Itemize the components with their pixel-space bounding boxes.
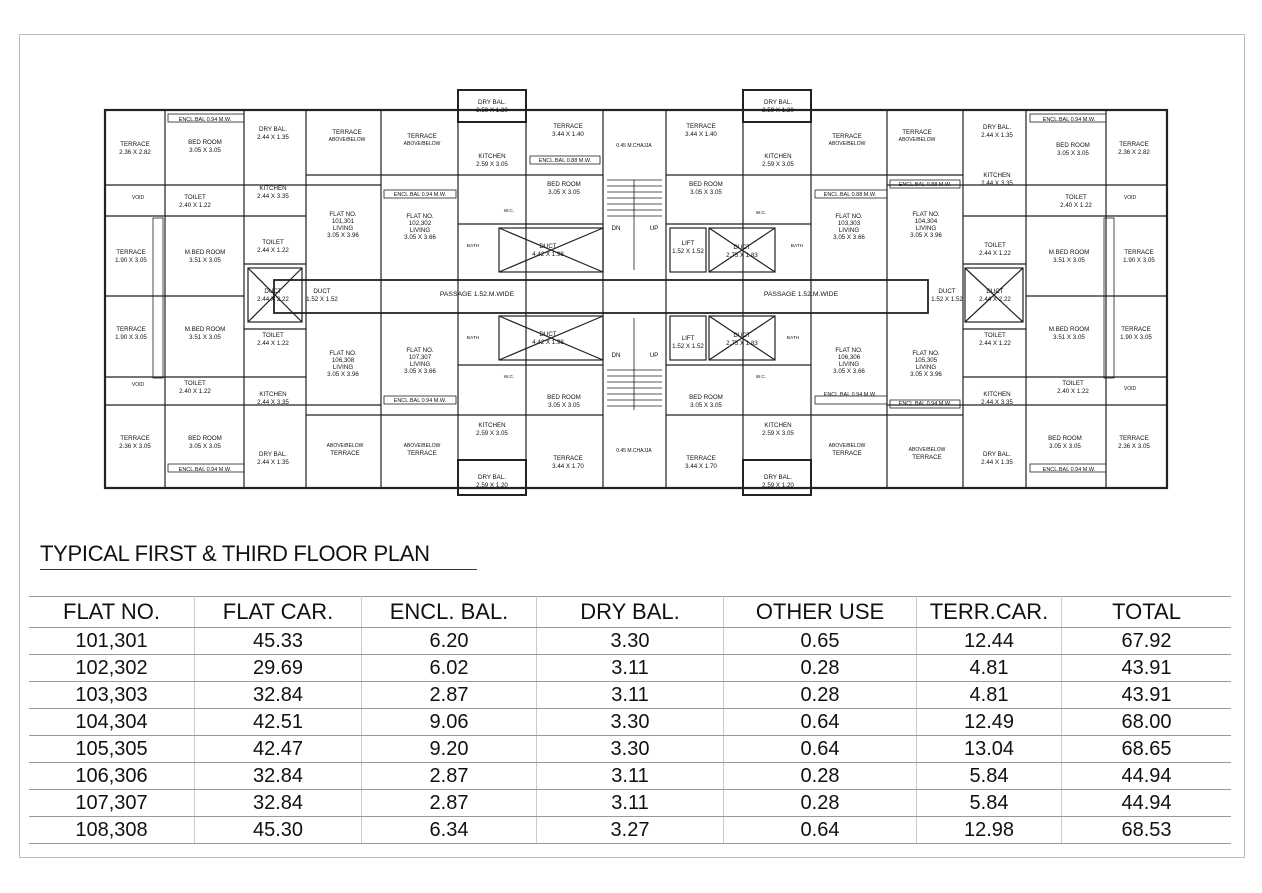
room-terrace: TERRACE xyxy=(686,455,716,462)
table-header-row xyxy=(29,597,1231,628)
cell: 3.11 xyxy=(537,682,724,709)
flat-label-room: LIVING xyxy=(332,364,354,371)
table-row xyxy=(29,790,1231,817)
room-terrace: TERRACE xyxy=(407,450,437,457)
area-table xyxy=(29,596,1231,844)
cell: 101,301 xyxy=(29,628,195,655)
flat-label-no: FLAT NO. xyxy=(912,350,940,357)
flat-label-ids: 106,308 xyxy=(331,357,355,364)
room-dim: 2.59 X 3.05 xyxy=(476,430,508,437)
room-dim: 2.44 X 1.22 xyxy=(257,340,289,347)
flat-label-no: FLAT NO. xyxy=(835,213,863,220)
room-kitchen: KITCHEN xyxy=(478,153,506,160)
cell: 0.65 xyxy=(724,628,917,655)
room-toilet: TOILET xyxy=(984,332,1006,339)
room-terrace: TERRACE xyxy=(1121,326,1151,333)
room-dim: 2.44 X 2.22 xyxy=(257,296,289,303)
cell: 0.28 xyxy=(724,682,917,709)
room-bath: BATH xyxy=(466,244,480,249)
room-void: VOID xyxy=(131,382,145,388)
flat-label-ids: 106,306 xyxy=(837,354,861,361)
room-terrace: TERRACE xyxy=(1124,249,1154,256)
room-dim: 2.75 X 1.83 xyxy=(726,252,758,259)
col-header: DRY BAL. xyxy=(537,597,724,628)
flat-label-ids: 103,303 xyxy=(837,220,861,227)
flat-label-ids: 101,301 xyxy=(331,218,355,225)
cell: 3.11 xyxy=(537,655,724,682)
flat-label-room: LIVING xyxy=(915,364,937,371)
flat-label-no: FLAT NO. xyxy=(835,347,863,354)
room-toilet: TOILET xyxy=(1065,194,1087,201)
room-terrace: TERRACE xyxy=(553,123,583,130)
cell: 0.28 xyxy=(724,790,917,817)
room-terrace: TERRACE xyxy=(116,249,146,256)
flat-label-dim: 3.05 X 3.96 xyxy=(327,371,359,378)
room-dim: 2.59 X 1.20 xyxy=(762,107,794,114)
room-dim: 2.59 X 3.05 xyxy=(762,161,794,168)
room-dim: 2.44 X 3.35 xyxy=(981,399,1013,406)
room-above-below: ABOVE/BELOW xyxy=(828,141,866,147)
room-dim: 2.36 X 2.82 xyxy=(1118,149,1150,156)
room-kitchen: KITCHEN xyxy=(259,185,287,192)
cell: 13.04 xyxy=(917,736,1062,763)
room-dim: 3.05 X 3.05 xyxy=(690,189,722,196)
cell: 106,306 xyxy=(29,763,195,790)
room-above-below: ABOVE/BELOW xyxy=(328,137,366,143)
flat-label-no: FLAT NO. xyxy=(912,211,940,218)
flat-label-no: FLAT NO. xyxy=(406,347,434,354)
room-dim: 2.36 X 3.05 xyxy=(1118,443,1150,450)
room-dim: 2.40 X 1.22 xyxy=(179,388,211,395)
room-dry-bal: DRY BAL. xyxy=(478,474,506,481)
room-kitchen: KITCHEN xyxy=(983,391,1011,398)
cell: 5.84 xyxy=(917,763,1062,790)
table-row xyxy=(29,709,1231,736)
stair-dn: DN xyxy=(611,352,621,359)
cell: 32.84 xyxy=(195,682,362,709)
encl-bal-label: ENCL.BAL 0.88 M.W. xyxy=(823,192,877,198)
room-bedroom: BED ROOM xyxy=(1048,435,1082,442)
flat-label-room: LIVING xyxy=(838,227,860,234)
cell: 12.49 xyxy=(917,709,1062,736)
table-row xyxy=(29,763,1231,790)
room-dim: 2.59 X 3.05 xyxy=(762,430,794,437)
table-row xyxy=(29,655,1231,682)
room-dim: 1.52 X 1.52 xyxy=(672,343,704,350)
cell: 105,305 xyxy=(29,736,195,763)
col-header: OTHER USE xyxy=(724,597,917,628)
room-bedroom: BED ROOM xyxy=(188,435,222,442)
room-bedroom: BED ROOM xyxy=(547,181,581,188)
encl-bal-label: ENCL.BAL 0.88 M.W. xyxy=(538,158,592,164)
flat-label-dim: 3.05 X 3.66 xyxy=(404,368,436,375)
room-terrace: TERRACE xyxy=(553,455,583,462)
room-toilet: TOILET xyxy=(1062,380,1084,387)
room-dim: 1.90 X 3.05 xyxy=(115,334,147,341)
room-toilet: TOILET xyxy=(262,332,284,339)
room-dim: 2.40 X 1.22 xyxy=(1060,202,1092,209)
room-dim: 1.90 X 3.05 xyxy=(1123,257,1155,264)
room-duct: DUCT xyxy=(539,243,557,250)
room-wc: W.C. xyxy=(755,211,767,216)
cell: 104,304 xyxy=(29,709,195,736)
room-mbedroom: M.BED ROOM xyxy=(184,249,226,256)
room-toilet: TOILET xyxy=(984,242,1006,249)
cell: 42.47 xyxy=(195,736,362,763)
flat-label-dim: 3.05 X 3.96 xyxy=(910,371,942,378)
cell: 43.91 xyxy=(1062,655,1232,682)
room-dim: 2.44 X 1.22 xyxy=(257,247,289,254)
room-wc: W.C. xyxy=(755,375,767,380)
cell: 3.11 xyxy=(537,763,724,790)
room-dim: 3.05 X 3.05 xyxy=(1057,150,1089,157)
room-bedroom: BED ROOM xyxy=(1056,142,1090,149)
flat-label-dim: 3.05 X 3.96 xyxy=(910,232,942,239)
room-bath: BATH xyxy=(790,244,804,249)
cell: 4.81 xyxy=(917,655,1062,682)
room-void: VOID xyxy=(1123,386,1137,392)
cell: 45.33 xyxy=(195,628,362,655)
room-mbedroom: M.BED ROOM xyxy=(184,326,226,333)
passage-label-right: PASSAGE 1.52.M.WIDE xyxy=(763,291,839,298)
room-dim: 3.51 X 3.05 xyxy=(189,334,221,341)
room-terrace: TERRACE xyxy=(407,133,437,140)
room-bath: BATH xyxy=(466,336,480,341)
cell: 0.64 xyxy=(724,817,917,844)
cell: 29.69 xyxy=(195,655,362,682)
flat-label-no: FLAT NO. xyxy=(329,350,357,357)
cell: 44.94 xyxy=(1062,763,1232,790)
room-dry-bal: DRY BAL. xyxy=(983,451,1011,458)
plan-title: TYPICAL FIRST & THIRD FLOOR PLAN xyxy=(40,541,477,570)
table-row xyxy=(29,817,1231,844)
room-dry-bal: DRY BAL. xyxy=(259,126,287,133)
cell: 2.87 xyxy=(362,682,537,709)
room-bedroom: BED ROOM xyxy=(689,181,723,188)
table-row xyxy=(29,682,1231,709)
cell: 6.34 xyxy=(362,817,537,844)
cell: 32.84 xyxy=(195,790,362,817)
room-dim: 3.51 X 3.05 xyxy=(189,257,221,264)
flat-label-room: LIVING xyxy=(915,225,937,232)
room-kitchen: KITCHEN xyxy=(764,422,792,429)
room-dry-bal: DRY BAL. xyxy=(259,451,287,458)
room-dim: 3.51 X 3.05 xyxy=(1053,334,1085,341)
room-dim: 2.59 X 3.05 xyxy=(476,161,508,168)
room-lift: LIFT xyxy=(681,335,695,342)
cell: 5.84 xyxy=(917,790,1062,817)
room-lift: LIFT xyxy=(681,240,695,247)
room-toilet: TOILET xyxy=(184,380,206,387)
room-dim: 1.52 X 1.52 xyxy=(306,296,338,303)
room-toilet: TOILET xyxy=(184,194,206,201)
cell: 12.44 xyxy=(917,628,1062,655)
cell: 12.98 xyxy=(917,817,1062,844)
col-header: FLAT CAR. xyxy=(195,597,362,628)
cell: 102,302 xyxy=(29,655,195,682)
encl-bal-label: ENCL.BAL 0.94 M.W. xyxy=(178,117,232,123)
cell: 43.91 xyxy=(1062,682,1232,709)
room-terrace: TERRACE xyxy=(1119,141,1149,148)
room-dim: 3.44 X 1.40 xyxy=(685,131,717,138)
room-dim: 2.36 X 2.82 xyxy=(119,149,151,156)
encl-bal-label: ENCL.BAL 0.94 M.W. xyxy=(178,467,232,473)
flat-label-room: LIVING xyxy=(838,361,860,368)
room-duct: DUCT xyxy=(539,331,557,338)
room-kitchen: KITCHEN xyxy=(983,172,1011,179)
room-duct: DUCT xyxy=(264,288,282,295)
room-terrace: TERRACE xyxy=(832,450,862,457)
cell: 42.51 xyxy=(195,709,362,736)
room-duct: DUCT xyxy=(733,244,751,251)
room-dim: 2.44 X 3.35 xyxy=(981,180,1013,187)
room-dim: 3.51 X 3.05 xyxy=(1053,257,1085,264)
room-terrace: TERRACE xyxy=(330,450,360,457)
col-header: TOTAL xyxy=(1062,597,1232,628)
encl-bal-label: ENCL.BAL 0.94 M.W. xyxy=(393,192,447,198)
room-duct: DUCT xyxy=(733,332,751,339)
room-toilet: TOILET xyxy=(262,239,284,246)
room-dim: 2.44 X 1.35 xyxy=(257,134,289,141)
cell: 6.20 xyxy=(362,628,537,655)
cell: 3.30 xyxy=(537,628,724,655)
room-dim: 2.59 X 1.20 xyxy=(476,107,508,114)
encl-bal-label: ENCL.BAL 0.94 M.W. xyxy=(898,401,952,407)
cell: 44.94 xyxy=(1062,790,1232,817)
cell: 68.00 xyxy=(1062,709,1232,736)
room-terrace: TERRACE xyxy=(832,133,862,140)
cell: 9.06 xyxy=(362,709,537,736)
room-terrace: TERRACE xyxy=(912,454,942,461)
room-dim: 4.42 X 1.98 xyxy=(532,339,564,346)
room-terrace: TERRACE xyxy=(686,123,716,130)
room-terrace: TERRACE xyxy=(120,141,150,148)
room-dim: 3.05 X 3.05 xyxy=(548,189,580,196)
flat-label-dim: 3.05 X 3.66 xyxy=(404,234,436,241)
stair-dn: DN xyxy=(611,225,621,232)
table-row xyxy=(29,736,1231,763)
cell: 3.30 xyxy=(537,736,724,763)
col-header: ENCL. BAL. xyxy=(362,597,537,628)
stair-up: UP xyxy=(649,352,659,359)
cell: 2.87 xyxy=(362,763,537,790)
room-dim: 2.44 X 1.35 xyxy=(981,459,1013,466)
room-dry-bal: DRY BAL. xyxy=(764,474,792,481)
room-terrace: TERRACE xyxy=(120,435,150,442)
cell: 0.28 xyxy=(724,655,917,682)
room-dry-bal: DRY BAL. xyxy=(478,99,506,106)
room-kitchen: KITCHEN xyxy=(764,153,792,160)
encl-bal-label: ENCL.BAL 0.94 M.W. xyxy=(393,398,447,404)
room-bedroom: BED ROOM xyxy=(547,394,581,401)
room-wc: W.C. xyxy=(503,375,515,380)
room-dim: 2.44 X 3.35 xyxy=(257,193,289,200)
cell: 68.53 xyxy=(1062,817,1232,844)
cell: 108,308 xyxy=(29,817,195,844)
room-above-below: ABOVE/BELOW xyxy=(326,443,364,449)
room-dim: 3.05 X 3.05 xyxy=(1049,443,1081,450)
flat-label-ids: 104,304 xyxy=(914,218,938,225)
room-duct: DUCT xyxy=(938,288,956,295)
chajja-label: 0.45 M.CHAJJA xyxy=(616,448,652,454)
room-dim: 3.05 X 3.05 xyxy=(189,443,221,450)
room-terrace: TERRACE xyxy=(902,129,932,136)
room-dim: 1.90 X 3.05 xyxy=(115,257,147,264)
stair-up: UP xyxy=(649,225,659,232)
room-mbedroom: M.BED ROOM xyxy=(1048,326,1090,333)
room-terrace: TERRACE xyxy=(332,129,362,136)
encl-bal-label: ENCL.BAL 0.88 M.W. xyxy=(898,182,952,188)
room-duct: DUCT xyxy=(986,288,1004,295)
flat-label-ids: 105,305 xyxy=(914,357,938,364)
room-mbedroom: M.BED ROOM xyxy=(1048,249,1090,256)
cell: 2.87 xyxy=(362,790,537,817)
room-dim: 2.44 X 1.35 xyxy=(257,459,289,466)
room-dim: 2.44 X 1.22 xyxy=(979,340,1011,347)
room-dim: 2.36 X 3.05 xyxy=(119,443,151,450)
cell: 103,303 xyxy=(29,682,195,709)
room-above-below: ABOVE/BELOW xyxy=(828,443,866,449)
cell: 45.30 xyxy=(195,817,362,844)
cell: 0.64 xyxy=(724,736,917,763)
cell: 68.65 xyxy=(1062,736,1232,763)
room-dry-bal: DRY BAL. xyxy=(983,124,1011,131)
room-dim: 2.44 X 3.35 xyxy=(257,399,289,406)
flat-label-room: LIVING xyxy=(409,361,431,368)
room-bath: BATH xyxy=(786,336,800,341)
room-above-below: ABOVE/BELOW xyxy=(403,443,441,449)
flat-label-dim: 3.05 X 3.96 xyxy=(327,232,359,239)
room-duct: DUCT xyxy=(313,288,331,295)
passage-label-left: PASSAGE 1.52.M.WIDE xyxy=(439,291,515,298)
room-dim: 3.05 X 3.05 xyxy=(189,147,221,154)
flat-label-dim: 3.05 X 3.66 xyxy=(833,234,865,241)
room-dim: 3.44 X 1.70 xyxy=(552,463,584,470)
room-dim: 2.44 X 1.35 xyxy=(981,132,1013,139)
cell: 67.92 xyxy=(1062,628,1232,655)
room-dim: 3.05 X 3.05 xyxy=(690,402,722,409)
room-bedroom: BED ROOM xyxy=(689,394,723,401)
room-void: VOID xyxy=(1123,195,1137,201)
flat-label-room: LIVING xyxy=(409,227,431,234)
chajja-label: 0.45 M.CHAJJA xyxy=(616,143,652,149)
room-above-below: ABOVE/BELOW xyxy=(898,137,936,143)
flat-label-room: LIVING xyxy=(332,225,354,232)
room-dim: 1.52 X 1.52 xyxy=(672,248,704,255)
cell: 3.27 xyxy=(537,817,724,844)
cell: 0.64 xyxy=(724,709,917,736)
room-dim: 3.44 X 1.70 xyxy=(685,463,717,470)
room-dim: 3.05 X 3.05 xyxy=(548,402,580,409)
flat-label-no: FLAT NO. xyxy=(329,211,357,218)
room-void: VOID xyxy=(131,195,145,201)
room-dim: 1.90 X 3.05 xyxy=(1120,334,1152,341)
col-header: TERR.CAR. xyxy=(917,597,1062,628)
encl-bal-label: ENCL.BAL 0.94 M.W. xyxy=(1042,117,1096,123)
cell: 3.30 xyxy=(537,709,724,736)
room-dim: 2.59 X 1.20 xyxy=(762,482,794,489)
room-kitchen: KITCHEN xyxy=(478,422,506,429)
room-dim: 2.40 X 1.22 xyxy=(1057,388,1089,395)
room-dim: 4.42 X 1.98 xyxy=(532,251,564,258)
flat-label-ids: 107,307 xyxy=(408,354,432,361)
room-kitchen: KITCHEN xyxy=(259,391,287,398)
room-dry-bal: DRY BAL. xyxy=(764,99,792,106)
room-dim: 3.44 X 1.40 xyxy=(552,131,584,138)
room-dim: 2.44 X 1.22 xyxy=(979,250,1011,257)
cell: 3.11 xyxy=(537,790,724,817)
cell: 32.84 xyxy=(195,763,362,790)
encl-bal-label: ENCL.BAL 0.94 M.W. xyxy=(1042,467,1096,473)
room-terrace: TERRACE xyxy=(1119,435,1149,442)
room-above-below: ABOVE/BELOW xyxy=(908,447,946,453)
room-dim: 2.44 X 2.22 xyxy=(979,296,1011,303)
room-dim: 2.75 X 1.83 xyxy=(726,340,758,347)
cell: 0.28 xyxy=(724,763,917,790)
encl-bal-label: ENCL.BAL 0.94 M.W. xyxy=(823,392,877,398)
room-wc: W.C. xyxy=(503,209,515,214)
room-dim: 1.52 X 1.52 xyxy=(931,296,963,303)
flat-label-dim: 3.05 X 3.66 xyxy=(833,368,865,375)
flat-label-no: FLAT NO. xyxy=(406,213,434,220)
room-dim: 2.40 X 1.22 xyxy=(179,202,211,209)
cell: 4.81 xyxy=(917,682,1062,709)
room-terrace: TERRACE xyxy=(116,326,146,333)
cell: 6.02 xyxy=(362,655,537,682)
room-dim: 2.59 X 1.20 xyxy=(476,482,508,489)
room-bedroom: BED ROOM xyxy=(188,139,222,146)
flat-label-ids: 102,302 xyxy=(408,220,432,227)
cell: 107,307 xyxy=(29,790,195,817)
cell: 9.20 xyxy=(362,736,537,763)
table-row xyxy=(29,628,1231,655)
col-header: FLAT NO. xyxy=(29,597,195,628)
room-above-below: ABOVE/BELOW xyxy=(403,141,441,147)
